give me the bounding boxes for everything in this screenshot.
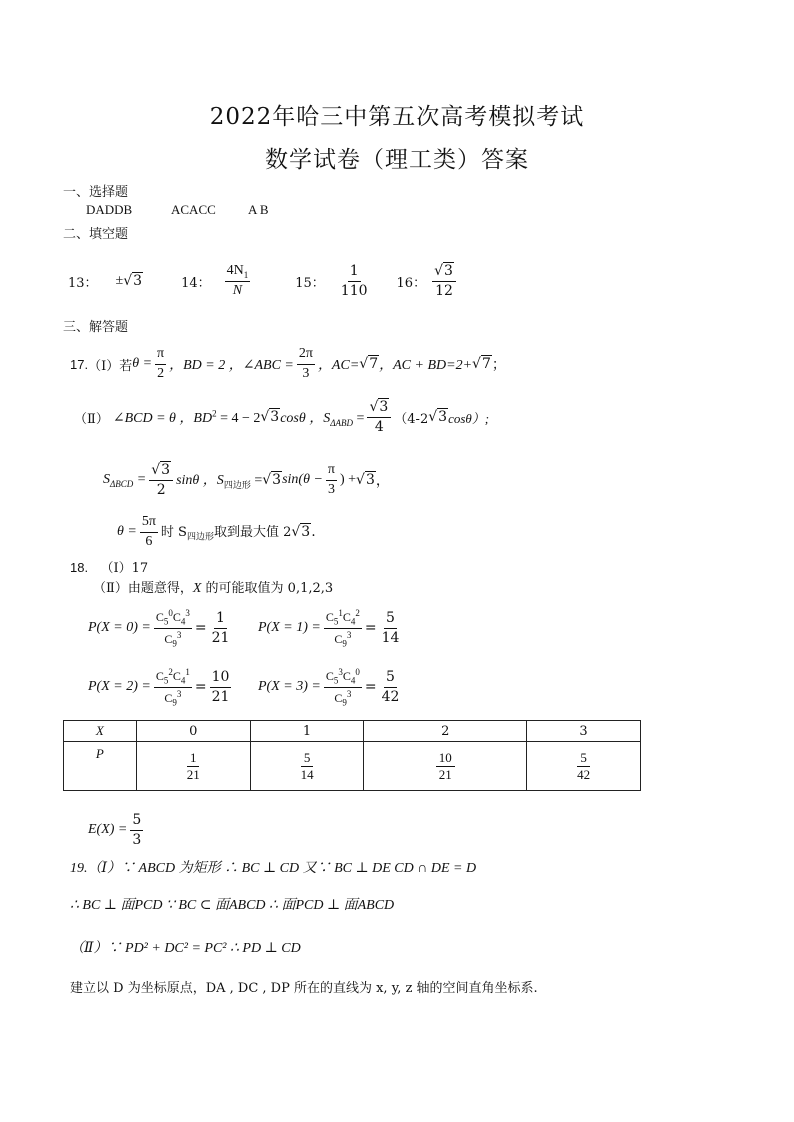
q17-sqrt3-c: √3 — [262, 472, 282, 488]
exam-subtitle: 数学试卷（理工类）答案 — [265, 147, 529, 173]
q17-ac-plus-bd: ，AC + BD=2+ — [379, 358, 473, 373]
q17-sqrt7-b: √7 — [472, 356, 491, 372]
q14-label: 14： — [181, 275, 211, 291]
q17-max-line — [117, 510, 316, 554]
q19-line4: 建立以 D 为坐标原点，DA , DC , DP 所在的直线为 x, y, z 轴的空间直角坐标系. — [70, 981, 538, 996]
q17-sqrt3-over-2: $\frac{√3}{2}$ — [149, 462, 173, 497]
q17-when: 时 $S_{四边形}$取到最大值 2 — [160, 525, 292, 543]
q18-expectation: E(X) = $\frac{5}{3}$ — [88, 812, 142, 848]
table-header-cell: 3 — [527, 721, 641, 742]
q13-label: 13： — [68, 275, 98, 291]
q17-sbcd-label: $S_{\Delta BCD}$ = — [103, 471, 147, 489]
q19-line3: （Ⅱ）∵ PD² + DC² = PC² ∴ PD ⊥ CD — [70, 941, 301, 956]
q18-p0: P(X = 0) = $\frac{C_5^0C_4^3}{C_9^3}$ = $\frac{1}{21}$ — [88, 607, 230, 648]
q19-line1: 19.（Ⅰ）∵ ABCD 为矩形 ∴ BC ⊥ CD 又∵ BC ⊥ DE CD ∩ DE = D — [70, 861, 477, 876]
q13-pm: ± — [115, 273, 124, 288]
section-choice-heading: 一、选择题 — [63, 185, 129, 200]
q17-period: . — [311, 524, 316, 540]
table-cell: $\frac{10}{21}$ — [364, 742, 527, 791]
q17-sqrt3-e: √3 — [291, 524, 311, 540]
q16-label: 16： — [396, 275, 427, 291]
table-header-row — [64, 721, 641, 742]
q17-label: 17. — [70, 356, 89, 372]
q17-paren-close: cosθ）; — [448, 410, 490, 426]
q17-sabd: cosθ ，$S_{\Delta ABD}$ = — [280, 410, 365, 428]
q18-part1: 18. （Ⅰ）17 — [70, 560, 149, 576]
q16-fraction: $\frac{√3}{12}$ — [432, 263, 456, 298]
q17-5pi-over-6: $\frac{5\pi}{6}$ — [141, 514, 156, 549]
q17-sqrt3-b: √3 — [428, 409, 448, 425]
q17-sqrt3-d: √3 — [356, 472, 375, 488]
q15-label: 15： — [295, 275, 325, 291]
q17-paren-open: （4-2 — [394, 411, 429, 427]
q13-sqrt: √3 — [123, 273, 143, 289]
q17-pi-over-3: $\frac{\pi}{3}$ — [327, 462, 335, 497]
q17-theta-eq: θ = — [132, 356, 153, 371]
q17-pi-over-2: $\frac{\pi}{2}$ — [157, 346, 165, 381]
exam-title: 2022年哈三中第五次高考模拟考试 — [209, 104, 585, 130]
table-row — [64, 742, 641, 791]
q14-fraction: $\frac{4N_1}{N}$ — [226, 262, 249, 299]
table-cell: $\frac{1}{21}$ — [136, 742, 250, 791]
section-fill-heading: 二、填空题 — [63, 227, 129, 242]
table-row-label: P — [64, 742, 137, 791]
choice-answers-3: A B — [248, 202, 269, 217]
distribution-table — [63, 720, 641, 791]
table-header-cell: 0 — [136, 721, 250, 742]
q17-ac: ，AC= — [317, 358, 360, 373]
q17-part1-prefix: （Ⅰ）若 — [88, 358, 133, 374]
q17-sqrt7-a: √7 — [359, 356, 379, 372]
q18-p2: P(X = 2) = $\frac{C_5^2C_4^1}{C_9^3}$ = $\frac{10}{21}$ — [88, 666, 230, 707]
q17-bd-angle: ，BD = 2 ，∠ABC = — [169, 358, 294, 373]
q17-part2-line — [74, 395, 489, 439]
q18-part2: （Ⅱ）由题意得，X 的可能取值为 0,1,2,3 — [93, 581, 334, 596]
q17-sin-expr: sin(θ − — [282, 472, 323, 487]
choice-answers-2: ACACC — [171, 202, 216, 217]
q17-sqrt3-a: √3 — [260, 409, 280, 425]
table-header-cell: 2 — [364, 721, 527, 742]
q17-sbcd-line — [103, 458, 390, 502]
q15-fraction: $\frac{1}{110}$ — [340, 263, 368, 299]
table-cell: $\frac{5}{14}$ — [250, 742, 364, 791]
q17-close-paren: ) + — [339, 472, 357, 487]
table-header-cell: 1 — [250, 721, 364, 742]
section-solve-heading: 三、解答题 — [63, 320, 129, 335]
q17-part1-line — [70, 344, 506, 384]
q17-comma: ， — [375, 473, 390, 489]
q17-2pi-over-3: $\frac{2\pi}{3}$ — [298, 346, 313, 381]
q17-sbcd-sin: sinθ ，$S_{四边形}$ = — [176, 473, 263, 491]
q17-part2-prefix: （Ⅱ） — [74, 411, 109, 427]
fill-answers-row — [68, 258, 459, 304]
q17-semicolon: ； — [491, 357, 506, 373]
q19-line2: ∴ BC ⊥ 面PCD ∵ BC ⊂ 面ABCD ∴ 面PCD ⊥ 面ABCD — [70, 898, 395, 913]
choice-answers-1: DADDB — [86, 202, 133, 217]
q17-sqrt3-over-4: $\frac{√3}{4}$ — [367, 399, 391, 434]
q17-theta-line: θ = — [117, 524, 137, 539]
table-cell: $\frac{5}{42}$ — [527, 742, 641, 791]
q18-p3: P(X = 3) = $\frac{C_5^3C_4^0}{C_9^3}$ = $\frac{5}{42}$ — [258, 666, 400, 707]
q18-p1: P(X = 1) = $\frac{C_5^1C_4^2}{C_9^3}$ = $\frac{5}{14}$ — [258, 607, 400, 648]
table-header-x: X — [64, 721, 137, 742]
q17-bd-squared: ∠BCD = θ ，$BD^2 = 4 - 2$ — [112, 408, 261, 426]
